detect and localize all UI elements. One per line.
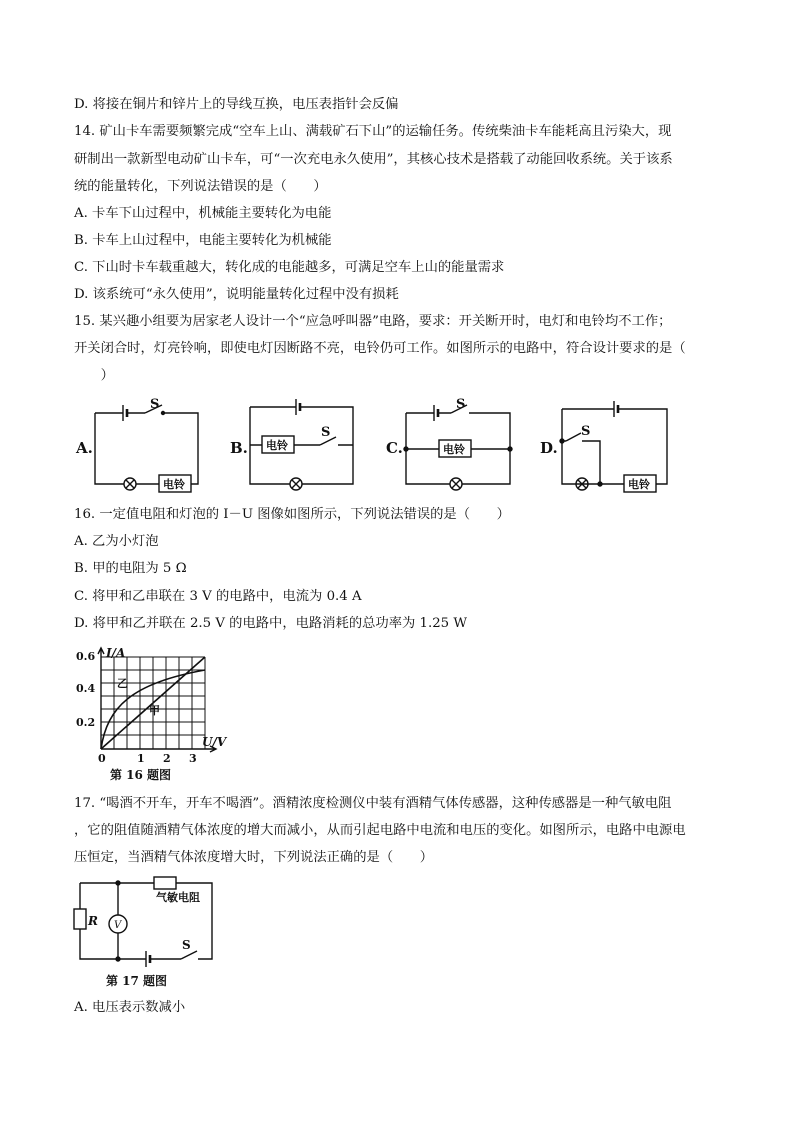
q15-stem-line2: 开关闭合时，灯亮铃响，即使电灯因断路不亮，电铃仍可工作。如图所示的电路中，符合设计要求的是（ — [74, 341, 686, 356]
circuit-a-label: A. — [76, 439, 93, 457]
lamp-icon — [124, 478, 136, 490]
ytick-0-2: 0.2 — [76, 716, 96, 729]
circuit-a — [75, 397, 198, 492]
xtick-3: 3 — [189, 752, 197, 765]
q15-stem-line3: ） — [74, 368, 114, 383]
circuit-a-switch-label: S — [150, 397, 160, 412]
q14-option-a: A. 卡车下山过程中，机械能主要转化为电能 — [74, 206, 332, 221]
label-yi: 乙 — [117, 677, 128, 690]
circuit-b-label: B. — [230, 439, 248, 457]
q14-stem-line2: 研制出一款新型电动矿山卡车，可“一次充电永久使用”，其核心技术是搭载了动能回收系统。关于该系 — [74, 152, 673, 167]
q16-stem: 16. 一定值电阻和灯泡的 I－U 图像如图所示，下列说法错误的是（ ） — [74, 507, 510, 522]
x-axis — [101, 746, 216, 752]
q16-option-b: B. 甲的电阻为 5 Ω — [74, 561, 187, 576]
gas-sensor-label: 气敏电阻 — [156, 891, 200, 904]
q14-option-d: D. 该系统可“永久使用”，说明能量转化过程中没有损耗 — [74, 287, 399, 302]
q15-circuits-figure — [70, 395, 690, 500]
switch-label: S — [182, 938, 191, 952]
lamp-icon — [290, 478, 302, 490]
voltmeter-icon — [109, 915, 127, 933]
q14-option-c: C. 下山时卡车载重越大，转化成的电能越多，可满足空车上山的能量需求 — [74, 260, 505, 275]
circuit-d-label: D. — [540, 439, 558, 457]
q17-circuit-figure — [70, 873, 230, 993]
q16-option-c: C. 将甲和乙串联在 3 V 的电路中，电流为 0.4 A — [74, 589, 362, 604]
figure-17-caption: 第 17 题图 — [106, 974, 168, 988]
lamp-icon — [450, 478, 462, 490]
xtick-2: 2 — [163, 752, 171, 765]
q13-option-d: D. 将接在铜片和锌片上的导线互换，电压表指针会反偏 — [74, 97, 399, 112]
xtick-0: 0 — [98, 752, 106, 765]
q16-iu-graph — [72, 645, 242, 785]
q14-option-b: B. 卡车上山过程中，电能主要转化为机械能 — [74, 233, 332, 248]
q17-option-a: A. 电压表示数减小 — [74, 1000, 186, 1015]
ytick-0-4: 0.4 — [76, 682, 96, 695]
circuit-c — [386, 397, 512, 490]
gas-sensor-resistor — [154, 877, 176, 889]
label-jia: 甲 — [149, 704, 160, 717]
q17-stem-line1: 17. “喝酒不开车，开车不喝酒”。酒精浓度检测仪中装有酒精气体传感器，这种传感器是一种气敏电阻 — [74, 796, 672, 811]
q17-stem-line2: ，它的阻值随酒精气体浓度的增大而减小，从而引起电路中电流和电压的变化。如图所示，电路中电源电 — [74, 823, 686, 838]
graph-ylabel: I/A — [106, 646, 126, 660]
q15-stem-line1: 15. 某兴趣小组要为居家老人设计一个“应急呼叫器”电路，要求：开关断开时，电灯和电铃均不工作； — [74, 314, 672, 329]
circuit-b-switch-label: S — [321, 425, 331, 440]
graph-xlabel: U/V — [202, 735, 227, 749]
circuit-d — [540, 401, 667, 492]
figure-16-caption: 第 16 题图 — [110, 768, 172, 782]
ytick-0-6: 0.6 — [76, 650, 96, 663]
circuit-b — [230, 399, 353, 490]
q14-stem-line1: 14. 矿山卡车需要频繁完成“空车上山、满载矿石下山”的运输任务。传统柴油卡车能耗高且污染大，现 — [74, 124, 672, 139]
q14-stem-line3: 统的能量转化，下列说法错误的是（ ） — [74, 179, 327, 194]
resistor-r — [74, 909, 86, 929]
circuit-c-switch-label: S — [456, 397, 466, 412]
circuit-a-bell-label: 电铃 — [163, 478, 185, 491]
q16-option-a: A. 乙为小灯泡 — [74, 534, 159, 549]
voltmeter-label: V — [114, 920, 122, 931]
circuit-c-bell-label: 电铃 — [443, 443, 465, 456]
q16-option-d: D. 将甲和乙并联在 2.5 V 的电路中，电路消耗的总功率为 1.25 W — [74, 616, 468, 631]
circuit-b-bell-label: 电铃 — [266, 439, 288, 452]
q17-stem-line3: 压恒定，当酒精气体浓度增大时，下列说法正确的是（ ） — [74, 850, 434, 865]
y-axis — [98, 648, 104, 749]
circuit-d-switch-label: S — [581, 424, 591, 439]
circuit-d-bell-label: 电铃 — [628, 478, 650, 491]
xtick-1: 1 — [137, 752, 145, 765]
resistor-label: R — [88, 914, 98, 928]
circuit-c-label: C. — [386, 439, 403, 457]
